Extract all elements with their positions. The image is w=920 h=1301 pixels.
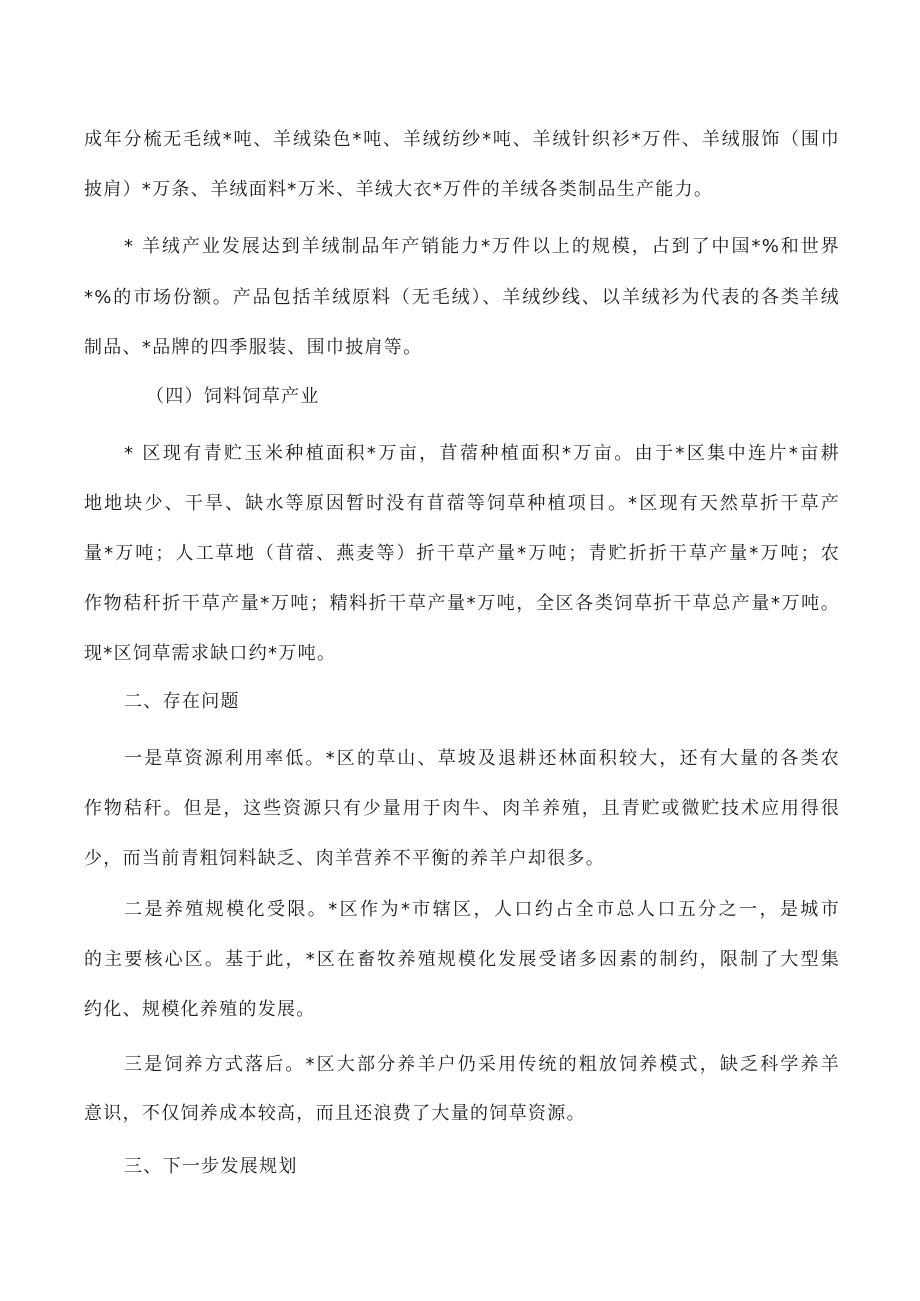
paragraph-line: 的主要核心区。基于此，*区在畜牧养殖规模化发展受诸多因素的制约，限制了大型集 [84,949,840,970]
section-heading: 二、存在问题 [124,691,240,712]
paragraph-line: 现*区饲草需求缺口约*万吨。 [84,643,337,664]
paragraph-line: 成年分梳无毛绒*吨、羊绒染色*吨、羊绒纺纱*吨、羊绒针织衫*万件、羊绒服饰（围巾 [84,129,840,150]
paragraph-line: 三是饲养方式落后。*区大部分养羊户仍采用传统的粗放饲养模式，缺乏科学养羊 [124,1054,840,1075]
paragraph-line: 意识，不仅饲养成本较高，而且还浪费了大量的饲草资源。 [84,1103,586,1124]
paragraph-line: 二是养殖规模化受限。*区作为*市辖区，人口约占全市总人口五分之一，是城市 [124,899,840,920]
paragraph-line: 约化、规模化养殖的发展。 [84,999,316,1020]
section-heading: （四）饲料饲草产业 [146,386,320,407]
paragraph-line: 一是草资源利用率低。*区的草山、草坡及退耕还林面积较大，还有大量的各类农 [124,748,840,769]
section-heading: 三、下一步发展规划 [124,1156,298,1177]
paragraph-line: 量*万吨；人工草地（苜蓿、燕麦等）折干草产量*万吨；青贮折折干草产量*万吨；农 [84,543,840,564]
paragraph-line: 制品、*品牌的四季服装、围巾披肩等。 [84,337,423,358]
paragraph-line: 披肩）*万条、羊绒面料*万米、羊绒大衣*万件的羊绒各类制品生产能力。 [84,179,714,200]
paragraph-line: 少，而当前青粗饲料缺乏、肉羊营养不平衡的养羊户却很多。 [84,848,606,869]
paragraph-line: *%的市场份额。产品包括羊绒原料（无毛绒）、羊绒纱线、以羊绒衫为代表的各类羊绒 [84,287,840,308]
paragraph-line: * 区现有青贮玉米种植面积*万亩，苜蓿种植面积*万亩。由于*区集中连片*亩耕 [124,443,840,464]
paragraph-line: 地地块少、干旱、缺水等原因暂时没有苜蓿等饲草种植项目。*区现有天然草折干草产 [84,493,840,514]
paragraph-line: * 羊绒产业发展达到羊绒制品年产销能力*万件以上的规模，占到了中国*%和世界 [124,236,840,257]
paragraph-line: 作物秸秆。但是，这些资源只有少量用于肉牛、肉羊养殖，且青贮或微贮技术应用得很 [84,798,840,819]
paragraph-line: 作物秸秆折干草产量*万吨；精料折干草产量*万吨，全区各类饲草折干草总产量*万吨。 [84,593,840,614]
